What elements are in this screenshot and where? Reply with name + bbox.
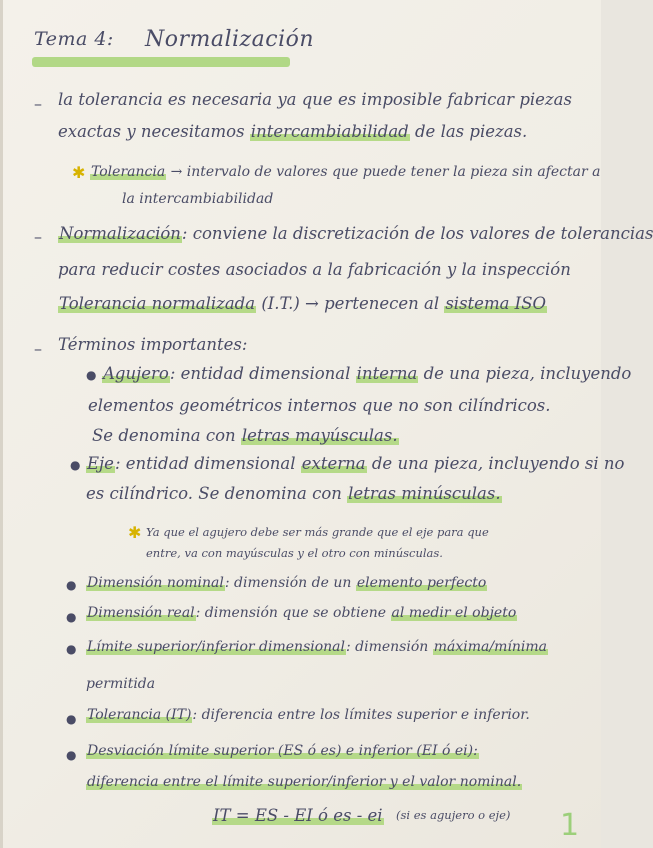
title-highlight [32,57,290,67]
tolerancia-definition [90,165,600,179]
normalizacion-line-1 [58,226,653,243]
agujero-line-3 [92,428,399,445]
eje-text-3: es cilíndrico. Se denomina con [86,484,348,503]
dash-bullet: – [34,339,42,358]
star-icon: ✱ [72,163,86,182]
term-maxima-minima: máxima/mínima [433,639,547,655]
desviacion-line-1 [86,744,479,758]
term-agujero: Agujero [103,364,169,383]
page-edge [0,0,3,848]
term-normalizacion: Normalización [59,224,181,243]
normalizacion-text-2: (I.T.) → pertenecen al [256,294,445,313]
eje-text: : entidad dimensional [114,454,301,473]
term-externa: externa [301,454,366,473]
dot-bullet: ● [70,458,81,472]
star-icon: ✱ [128,523,142,542]
tolerancia-it-text: : diferencia entre los límites superior e inferior. [192,707,530,723]
title-name: Normalización [145,27,315,52]
terminos-heading: Términos importantes: [58,335,248,354]
title-tema: Tema 4: [34,28,114,50]
term-desviacion: Desviación límite superior (ES ó es) e inferior (EI ó ei): [87,743,478,759]
nota-line-1: Ya que el agujero debe ser más grande que el eje para que [146,525,489,539]
limite-line-1 [86,640,548,654]
agujero-text: : entidad dimensional [169,364,356,383]
term-letras-minusculas: letras minúsculas. [348,484,501,503]
term-elemento-perfecto: elemento perfecto [356,575,487,591]
desviacion-line-2 [86,775,522,789]
nota-line-2: entre, va con mayúsculas y el otro con minúsculas. [146,546,443,560]
term-letras-mayusculas: letras mayúsculas. [241,426,398,445]
term-intercambiabilidad: intercambiabilidad [250,122,409,141]
term-interna: interna [356,364,418,383]
dash-bullet: – [34,94,42,113]
limite-line-2: permitida [86,676,156,692]
formula-it: IT = ES - EI ó es - ei [213,806,383,825]
agujero-text-2: de una pieza, incluyendo [418,364,632,383]
tolerancia-it-line [86,708,530,722]
dot-bullet: ● [66,748,77,762]
term-tolerancia-it: Tolerancia (IT) [87,707,192,723]
term-limite: Límite superior/inferior dimensional [87,639,345,655]
intro-line-1: la tolerancia es necesaria ya que es imposible fabricar piezas [58,90,572,109]
eje-text-2: de una pieza, incluyendo si no [366,454,625,473]
dot-bullet: ● [66,712,77,726]
nominal-text: : dimensión de un [224,575,356,591]
normalizacion-text: : conviene la discretización de los valores de tolerancias [181,224,653,243]
intro-text: exactas y necesitamos [58,122,250,141]
formula [212,808,384,825]
term-dimension-real: Dimensión real [87,605,195,621]
normalizacion-line-2: para reducir costes asociados a la fabricación y la inspección [58,260,571,279]
term-sistema-iso: sistema ISO [445,294,547,313]
eje-line-2 [86,486,502,503]
real-text: : dimensión que se obtiene [195,605,391,621]
agujero-text-3: Se denomina con [92,426,241,445]
agujero-line-2: elementos geométricos internos que no son cilíndricos. [88,396,551,415]
tolerancia-text: → intervalo de valores que puede tener la pieza sin afectar a [166,164,601,180]
desviacion-definition: diferencia entre el límite superior/inferior y el valor nominal. [87,774,522,790]
intro-line-2 [58,124,527,141]
dot-bullet: ● [86,368,97,382]
eje-line-1 [86,456,624,473]
dot-bullet: ● [66,642,77,656]
tolerancia-definition-2: la intercambiabilidad [122,191,274,207]
limite-text: : dimensión [346,639,433,655]
agujero-line-1 [102,366,631,383]
dot-bullet: ● [66,610,77,624]
nominal-line [86,576,487,590]
formula-note: (si es agujero o eje) [396,808,511,822]
real-line [86,606,517,620]
term-eje: Eje [87,454,114,473]
intro-text-end: de las piezas. [409,122,528,141]
page-number: 1 [560,808,580,843]
term-tolerancia-normalizada: Tolerancia normalizada [59,294,256,313]
term-al-medir: al medir el objeto [391,605,517,621]
dot-bullet: ● [66,578,77,592]
dash-bullet: – [34,227,42,246]
term-dimension-nominal: Dimensión nominal [87,575,224,591]
term-tolerancia: Tolerancia [91,164,166,180]
normalizacion-line-3 [58,296,547,313]
